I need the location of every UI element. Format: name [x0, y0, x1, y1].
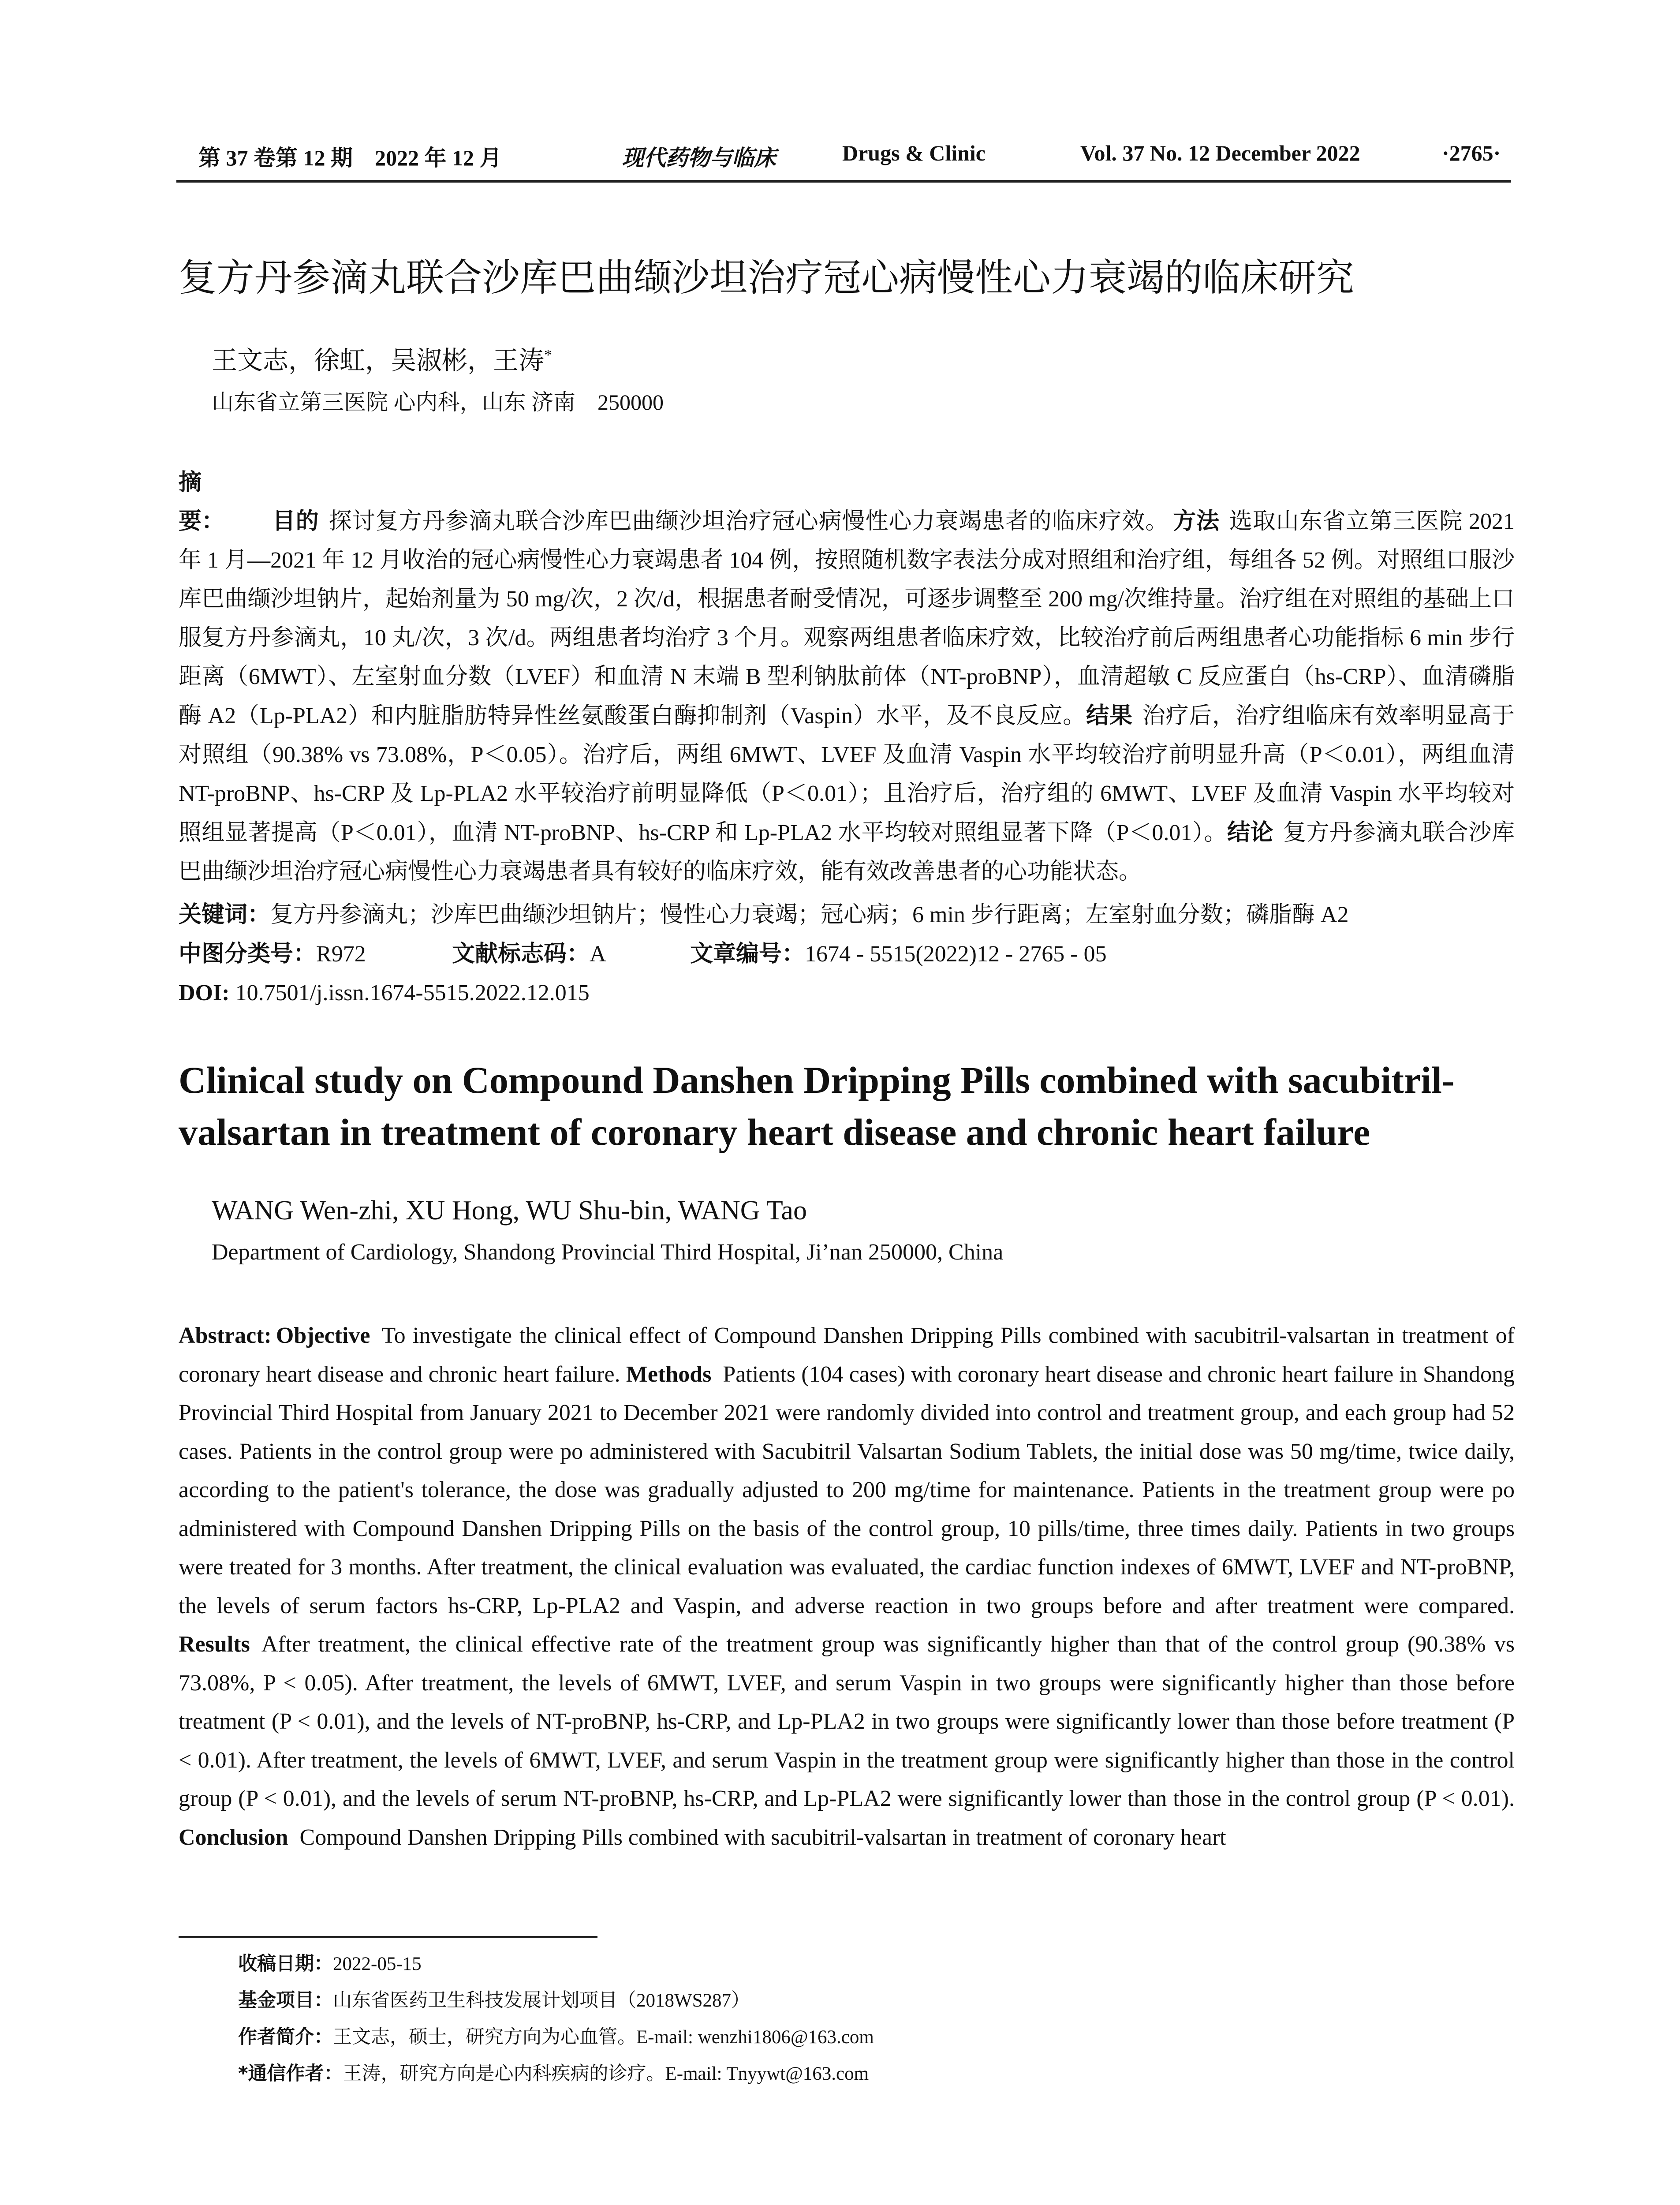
fund-text: 山东省医药卫生科技发展计划项目（2018WS287）: [333, 1990, 750, 2011]
cn-meta: [179, 895, 1515, 1013]
footnote-fund: [238, 1982, 1473, 2019]
cn-abstract: [179, 463, 1515, 891]
en-authors: WANG Wen-zhi, XU Hong, WU Shu-bin, WANG Tao: [212, 1196, 807, 1226]
cn-title: 复方丹参滴丸联合沙库巴曲缬沙坦治疗冠心病慢性心力衰竭的临床研究: [179, 256, 1354, 300]
fund-label: 基金项目：: [238, 1989, 333, 2011]
en-methods-label: Methods: [626, 1361, 712, 1387]
keywords-text: 复方丹参滴丸；沙库巴曲缬沙坦钠片；慢性心力衰竭；冠心病；6 min 步行距离；左室射血分数；磷脂酶 A2: [270, 902, 1349, 927]
received-label: 收稿日期：: [238, 1953, 333, 1975]
header-issue-cn: 第 37 卷第 12 期 2022 年 12 月: [198, 146, 502, 170]
footnote-bio: [238, 2019, 1473, 2056]
doc-code-label: 文献标志码：: [452, 941, 590, 967]
cn-objective-text: 探讨复方丹参滴丸联合沙库巴曲缬沙坦治疗冠心病慢性心力衰竭患者的临床疗效。: [329, 509, 1169, 534]
cn-conclusion-label: 结论: [1227, 819, 1274, 846]
cn-authors: [212, 340, 552, 377]
en-results-text: After treatment, the clinical effective rate of the treatment group was significantly higher than that of the control group (90.38% vs 73.08%, P < 0.05). After treatment, the levels of 6MWT, LVEF, and serum Vaspin in two groups were significantly higher than those before treatment (P < 0.01), and the levels of NT-proBNP, hs-CRP, and Lp-PLA2 in two groups were significantly lower than those before treatment (P < 0.01). After treatment, the levels of 6MWT, LVEF, and serum Vaspin in the treatment group were significantly higher than those in the control group (P < 0.01), and the levels of serum NT-proBNP, hs-CRP, and Lp-PLA2 were significantly lower than those in the control group (P < 0.01).: [179, 1632, 1515, 1811]
received-date: 2022-05-15: [333, 1954, 422, 1974]
footnote-rule: [179, 1936, 597, 1938]
footnote-received: [238, 1946, 1473, 1982]
clc-value: R972: [316, 942, 366, 967]
en-conclusion-text: Compound Danshen Dripping Pills combined with sacubitril-valsartan in treatment of coronary heart: [299, 1824, 1226, 1850]
running-header: [176, 140, 1511, 183]
en-abstract: [179, 1316, 1515, 1857]
corr-text: 王涛，研究方向是心内科疾病的诊疗。E-mail: Tnyywt@163.com: [343, 2063, 869, 2084]
en-title: Clinical study on Compound Danshen Dripping Pills combined with sacubitril-valsartan in treatment of coronary heart disease and chronic heart failure: [179, 1059, 1455, 1153]
doi-value[interactable]: 10.7501/j.issn.1674-5515.2022.12.015: [235, 980, 590, 1005]
en-affiliation: Department of Cardiology, Shandong Provincial Third Hospital, Ji’nan 250000, China: [212, 1240, 1004, 1265]
bio-label: 作者简介：: [238, 2026, 333, 2048]
footnotes: [238, 1946, 1473, 2092]
cn-conclusion-text: 复方丹参滴丸联合沙库巴曲缬沙坦治疗冠心病慢性心力衰竭患者具有较好的临床疗效，能有效改善患者的心功能状态。: [179, 820, 1515, 884]
cn-affiliation: 山东省立第三医院 心内科，山东 济南 250000: [212, 390, 664, 415]
en-methods-text: Patients (104 cases) with coronary heart disease and chronic heart failure in Shandong Provincial Third Hospital from January 2021 to December 2021 were randomly divided into control and treatment group, and each group had 52 cases. Patients in the control group were po administered with Sacubitril Valsartan Sodium Tablets, the initial dose was 50 mg/time, twice daily, according to the patient's tolerance, the dose was gradually adjusted to 200 mg/time for maintenance. Patients in the treatment group were po administered with Compound Danshen Dripping Pills on the basis of the control group, 10 pills/time, three times daily. Patients in two groups were treated for 3 months. After treatment, the clinical evaluation was evaluated, the cardiac function indexes of 6MWT, LVEF and NT-proBNP, the levels of serum factors hs-CRP, Lp-PLA2 and Vaspin, and adverse reaction in two groups before and after treatment were compared.: [179, 1361, 1515, 1618]
en-results-label: Results: [179, 1632, 250, 1657]
doi-line: [179, 974, 1515, 1013]
header-volume-en: Vol. 37 No. 12 December 2022: [1080, 141, 1360, 165]
corr-label: *通信作者：: [238, 2063, 343, 2085]
article-id-label: 文章编号：: [690, 941, 805, 967]
cn-objective-label: 目的: [272, 508, 319, 534]
en-abstract-label: Abstract:: [179, 1323, 272, 1348]
cn-author-names: 王文志，徐虹，吴淑彬，王涛: [212, 346, 545, 375]
header-journal-cn: 现代药物与临床: [622, 146, 776, 170]
header-page-number: ·2765·: [1442, 141, 1501, 165]
article-id-value: 1674 - 5515(2022)12 - 2765 - 05: [805, 942, 1107, 967]
cn-abstract-label: 摘 要：: [179, 469, 225, 534]
en-conclusion-label: Conclusion: [179, 1824, 288, 1850]
header-journal-en: Drugs & Clinic: [842, 141, 986, 165]
cn-results-text: 治疗后，治疗组临床有效率明显高于对照组（90.38% vs 73.08%，P＜0.05）。治疗后，两组 6MWT、LVEF 及血清 Vaspin 水平均较治疗前明显升高（P＜0.01），两组血清 NT-proBNP、hs-CRP 及 Lp-PLA2 水平较治疗前明显降低（P＜0.01）；且治疗后，治疗组的 6MWT、LVEF 及血清 Vaspin 水平均较对照组显著提高（P＜0.01），血清 NT-proBNP、hs-CRP 和 Lp-PLA2 水平均较对照组显著下降（P＜0.01）。: [179, 703, 1515, 845]
cn-methods-text: 选取山东省立第三医院 2021 年 1 月—2021 年 12 月收治的冠心病慢性心力衰竭患者 104 例，按照随机数字表法分成对照组和治疗组，每组各 52 例。对照组口服沙库巴曲缬沙坦钠片，起始剂量为 50 mg/次，2 次/d，根据患者耐受情况，可逐步调整至 200 mg/次维持量。治疗组在对照组的基础上口服复方丹参滴丸，10 丸/次，3 次/d。两组患者均治疗 3 个月。观察两组患者临床疗效，比较治疗前后两组患者心功能指标 6 min 步行距离（6MWT）、左室射血分数（LVEF）和血清 N 末端 B 型利钠肽前体（NT-proBNP），血清超敏 C 反应蛋白（hs-CRP）、血清磷脂酶 A2（Lp-PLA2）和内脏脂肪特异性丝氨酸蛋白酶抑制剂（Vaspin）水平，及不良反应。: [179, 509, 1515, 729]
corresponding-mark: *: [544, 346, 553, 364]
bio-text: 王文志，硕士，研究方向为心血管。E-mail: wenzhi1806@163.com: [333, 2027, 874, 2048]
footnote-corresponding: [238, 2056, 1473, 2092]
en-objective-label: Objective: [276, 1323, 370, 1348]
cn-methods-label: 方法: [1173, 508, 1220, 534]
doi-label: DOI:: [179, 980, 230, 1005]
cn-results-label: 结果: [1086, 703, 1133, 729]
classification-line: [179, 934, 1515, 974]
en-objective-text: To investigate the clinical effect of Compound Danshen Dripping Pills combined with sacubitril-valsartan in treatment of coronary heart disease and chronic heart failure.: [179, 1323, 1515, 1387]
doc-code-value: A: [590, 942, 606, 967]
clc-label: 中图分类号：: [179, 941, 317, 967]
keywords-line: [179, 895, 1515, 934]
keywords-label: 关键词：: [179, 901, 271, 928]
